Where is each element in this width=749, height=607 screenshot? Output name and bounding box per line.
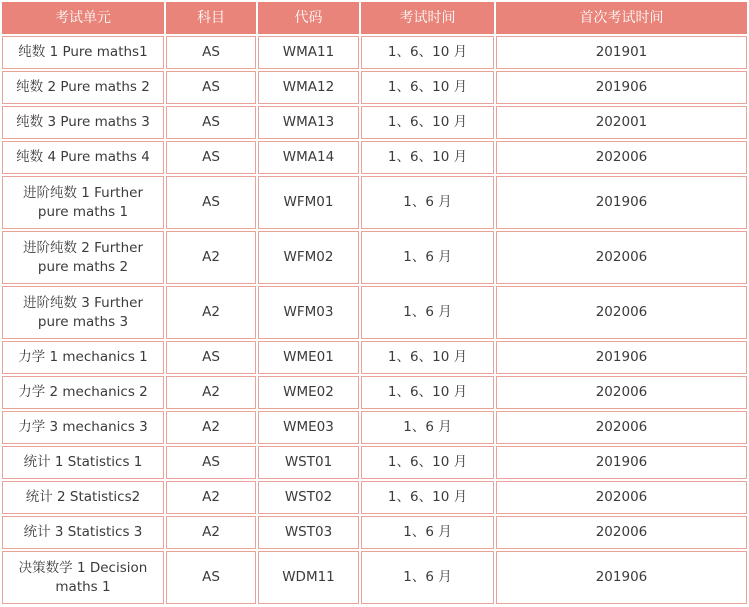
cell-code: WST03	[258, 516, 359, 549]
cell-exam-time: 1、6、10 月	[361, 341, 494, 374]
table-row	[2, 106, 747, 139]
cell-exam-unit: 进阶纯数 1 Further pure maths 1	[2, 176, 164, 229]
cell-exam-time: 1、6 月	[361, 516, 494, 549]
cell-code: WFM01	[258, 176, 359, 229]
cell-code: WFM03	[258, 286, 359, 339]
table-row	[2, 481, 747, 514]
cell-exam-time: 1、6、10 月	[361, 36, 494, 69]
cell-first-exam-time: 202006	[496, 376, 747, 409]
cell-first-exam-time: 202006	[496, 411, 747, 444]
cell-exam-unit: 纯数 1 Pure maths1	[2, 36, 164, 69]
cell-subject: A2	[166, 481, 256, 514]
cell-exam-time: 1、6、10 月	[361, 376, 494, 409]
cell-subject: AS	[166, 446, 256, 479]
cell-subject: A2	[166, 231, 256, 284]
cell-code: WMA13	[258, 106, 359, 139]
cell-exam-time: 1、6、10 月	[361, 446, 494, 479]
table-row	[2, 141, 747, 174]
cell-first-exam-time: 202006	[496, 141, 747, 174]
cell-first-exam-time: 202006	[496, 516, 747, 549]
cell-exam-time: 1、6、10 月	[361, 141, 494, 174]
cell-first-exam-time: 201906	[496, 446, 747, 479]
cell-exam-time: 1、6 月	[361, 411, 494, 444]
table-row	[2, 231, 747, 284]
cell-exam-unit: 进阶纯数 3 Further pure maths 3	[2, 286, 164, 339]
cell-subject: AS	[166, 36, 256, 69]
cell-exam-unit: 统计 2 Statistics2	[2, 481, 164, 514]
table-row	[2, 411, 747, 444]
cell-subject: A2	[166, 516, 256, 549]
cell-exam-unit: 力学 1 mechanics 1	[2, 341, 164, 374]
cell-exam-unit: 纯数 2 Pure maths 2	[2, 71, 164, 104]
cell-subject: A2	[166, 376, 256, 409]
table-row	[2, 286, 747, 339]
cell-first-exam-time: 201906	[496, 341, 747, 374]
cell-code: WST01	[258, 446, 359, 479]
cell-subject: AS	[166, 341, 256, 374]
header-row	[2, 2, 747, 34]
cell-code: WDM11	[258, 551, 359, 604]
cell-code: WMA11	[258, 36, 359, 69]
table-row	[2, 376, 747, 409]
table-row	[2, 341, 747, 374]
header-first-exam-time: 首次考试时间	[496, 2, 747, 34]
cell-subject: A2	[166, 411, 256, 444]
cell-exam-unit: 纯数 3 Pure maths 3	[2, 106, 164, 139]
header-code: 代码	[258, 2, 359, 34]
cell-first-exam-time: 201906	[496, 71, 747, 104]
cell-first-exam-time: 201906	[496, 176, 747, 229]
cell-exam-unit: 纯数 4 Pure maths 4	[2, 141, 164, 174]
cell-exam-unit: 统计 3 Statistics 3	[2, 516, 164, 549]
header-subject: 科目	[166, 2, 256, 34]
cell-exam-unit: 统计 1 Statistics 1	[2, 446, 164, 479]
cell-code: WMA14	[258, 141, 359, 174]
cell-exam-unit: 决策数学 1 Decision maths 1	[2, 551, 164, 604]
cell-subject: AS	[166, 141, 256, 174]
cell-first-exam-time: 202006	[496, 286, 747, 339]
cell-exam-time: 1、6、10 月	[361, 106, 494, 139]
cell-subject: AS	[166, 551, 256, 604]
cell-code: WME03	[258, 411, 359, 444]
cell-first-exam-time: 201906	[496, 551, 747, 604]
table-row	[2, 176, 747, 229]
cell-code: WMA12	[258, 71, 359, 104]
header-exam-unit: 考试单元	[2, 2, 164, 34]
cell-exam-unit: 力学 2 mechanics 2	[2, 376, 164, 409]
table-row	[2, 446, 747, 479]
table-row	[2, 36, 747, 69]
cell-exam-time: 1、6 月	[361, 231, 494, 284]
cell-subject: AS	[166, 71, 256, 104]
cell-code: WST02	[258, 481, 359, 514]
cell-subject: A2	[166, 286, 256, 339]
cell-first-exam-time: 202001	[496, 106, 747, 139]
cell-exam-time: 1、6 月	[361, 551, 494, 604]
cell-subject: AS	[166, 176, 256, 229]
cell-first-exam-time: 202006	[496, 481, 747, 514]
cell-subject: AS	[166, 106, 256, 139]
cell-code: WFM02	[258, 231, 359, 284]
cell-first-exam-time: 202006	[496, 231, 747, 284]
header-exam-time: 考试时间	[361, 2, 494, 34]
table-row	[2, 71, 747, 104]
cell-first-exam-time: 201901	[496, 36, 747, 69]
cell-exam-time: 1、6、10 月	[361, 71, 494, 104]
cell-code: WME01	[258, 341, 359, 374]
cell-code: WME02	[258, 376, 359, 409]
cell-exam-time: 1、6、10 月	[361, 481, 494, 514]
cell-exam-unit: 进阶纯数 2 Further pure maths 2	[2, 231, 164, 284]
cell-exam-unit: 力学 3 mechanics 3	[2, 411, 164, 444]
cell-exam-time: 1、6 月	[361, 286, 494, 339]
table-row	[2, 551, 747, 604]
table-row	[2, 516, 747, 549]
cell-exam-time: 1、6 月	[361, 176, 494, 229]
